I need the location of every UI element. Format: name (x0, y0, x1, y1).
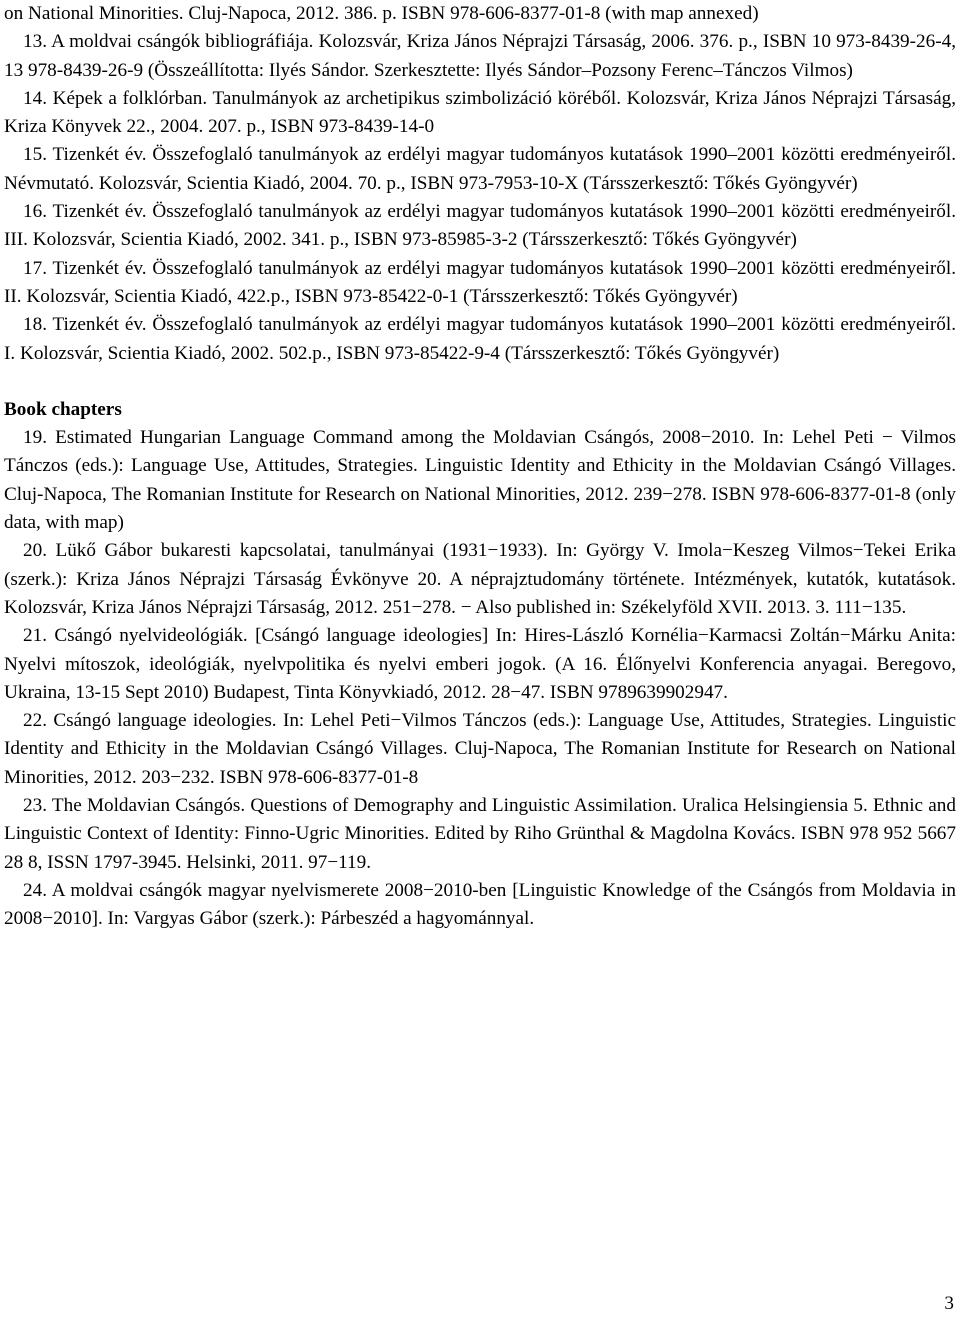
entry-text: Tizenkét év. Összefoglaló tanulmányok az erdélyi magyar tudományos kutatások 1990–2001 közötti eredményeiről. II. Kolozsvár, Scientia Kiadó, 422.p., ISBN 973-85422-0-1 (Társszerkesztő: Tőkés Gyöngyvér) (4, 257, 956, 307)
entry-number: 19. (23, 427, 47, 449)
entry-number: 22. (23, 710, 47, 732)
entry-number: 15. (23, 144, 47, 166)
entry-number: 16. (23, 201, 47, 223)
publication-list-books (4, 28, 956, 368)
list-item (4, 537, 956, 622)
entry-number: 17. (23, 257, 47, 279)
list-item (4, 198, 956, 255)
entry-text: Tizenkét év. Összefoglaló tanulmányok az erdélyi magyar tudományos kutatások 1990–2001 közötti eredményeiről. III. Kolozsvár, Scientia Kiadó, 2002. 341. p., ISBN 973-85985-3-2 (Társszerkesztő: Tőkés Gyöngyvér) (4, 201, 956, 251)
entry-number: 18. (23, 314, 47, 336)
entry-number: 13. (23, 31, 47, 53)
entry-text: Csángó nyelvideológiák. [Csángó language ideologies] In: Hires-László Kornélia−Karmacsi Zoltán−Márku Anita: Nyelvi mítoszok, ideológiák, nyelvpolitika és nyelvi emberi jogok. (A 16. Élőnyelvi Konferencia anyagai. Beregovo, Ukraina, 13-15 Sept 2010) Budapest, Tinta Könyvkiadó, 2012. 28−47. ISBN 9789639902947. (4, 625, 956, 703)
publication-list-chapters (4, 424, 956, 933)
list-item (4, 255, 956, 312)
list-item (4, 85, 956, 142)
list-item (4, 622, 956, 707)
entry-number: 20. (23, 540, 47, 562)
continued-entry-text: on National Minorities. Cluj-Napoca, 2012. 386. p. ISBN 978-606-8377-01-8 (with map annexed) (4, 3, 759, 24)
entry-number: 21. (23, 625, 47, 647)
entry-text: Lükő Gábor bukaresti kapcsolatai, tanulmányai (1931−1933). In: György V. Imola−Keszeg Vilmos−Tekei Erika (szerk.): Kriza János Néprajzi Társaság Évkönyve 20. A néprajztudomány története. Intézmények, kutatók, kutatások. Kolozsvár, Kriza János Néprajzi Társaság, 2012. 251−278. − Also published in: Székelyföld XVII. 2013. 3. 111−135. (4, 540, 956, 618)
list-item (4, 792, 956, 877)
list-item (4, 707, 956, 792)
entry-text: Képek a folklórban. Tanulmányok az archetipikus szimbolizáció köréből. Kolozsvár, Kriza János Néprajzi Társaság, Kriza Könyvek 22., 2004. 207. p., ISBN 973-8439-14-0 (4, 87, 956, 138)
entry-text: A moldvai csángók bibliográfiája. Kolozsvár, Kriza János Néprajzi Társaság, 2006. 376. p., ISBN 10 973-8439-26-4, 13 978-8439-26-9 (Összeállította: Ilyés Sándor. Szerkesztette: Ilyés Sándor–Pozsony Ferenc–Tánczos Vilmos) (4, 31, 956, 81)
entry-number: 14. (23, 87, 47, 109)
entry-text: The Moldavian Csángós. Questions of Demography and Linguistic Assimilation. Uralica Helsingiensia 5. Ethnic and Linguistic Context of Identity: Finno-Ugric Minorities. Edited by Riho Grünthal & Magdolna Kovács. ISBN 978 952 5667 28 8, ISSN 1797-3945. Helsinki, 2011. 97−119. (4, 795, 956, 873)
page-number: 3 (944, 1293, 954, 1314)
entry-number: 23. (23, 795, 47, 817)
list-item (4, 424, 956, 537)
entry-text: Estimated Hungarian Language Command among the Moldavian Csángós, 2008−2010. In: Lehel Peti − Vilmos Tánczos (eds.): Language Use, Attitudes, Strategies. Linguistic Identity and Ethicity in the Moldavian Csángó Villages. Cluj-Napoca, The Romanian Institute for Research on National Minorities, 2012. 239−278. ISBN 978-606-8377-01-8 (only data, with map) (4, 427, 957, 534)
entry-number: 24. (23, 879, 47, 901)
entry-text: A moldvai csángók magyar nyelvismerete 2008−2010-ben [Linguistic Knowledge of the Csángós from Moldavia in 2008−2010]. In: Vargyas Gábor (szerk.): Párbeszéd a hagyománnyal. (4, 879, 956, 930)
document-page (4, 0, 956, 934)
list-item (4, 141, 956, 198)
entry-text: Tizenkét év. Összefoglaló tanulmányok az erdélyi magyar tudományos kutatások 1990–2001 közötti eredményeiről. Névmutató. Kolozsvár, Scientia Kiadó, 2004. 70. p., ISBN 973-7953-10-X (Társszerkesztő: Tőkés Gyöngyvér) (4, 144, 956, 194)
list-item (4, 28, 956, 85)
list-item (4, 311, 956, 368)
entry-text: Csángó language ideologies. In: Lehel Peti−Vilmos Tánczos (eds.): Language Use, Attitudes, Strategies. Linguistic Identity and Ethicity in the Moldavian Csángó Villages. Cluj-Napoca, The Romanian Institute for Research on National Minorities, 2012. 203−232. ISBN 978-606-8377-01-8 (4, 710, 956, 788)
entry-text: Tizenkét év. Összefoglaló tanulmányok az erdélyi magyar tudományos kutatások 1990–2001 közötti eredményeiről. I. Kolozsvár, Scientia Kiadó, 2002. 502.p., ISBN 973-85422-9-4 (Társszerkesztő: Tőkés Gyöngyvér) (4, 314, 956, 364)
list-item (4, 877, 956, 934)
section-heading-book-chapters: Book chapters (4, 398, 122, 420)
